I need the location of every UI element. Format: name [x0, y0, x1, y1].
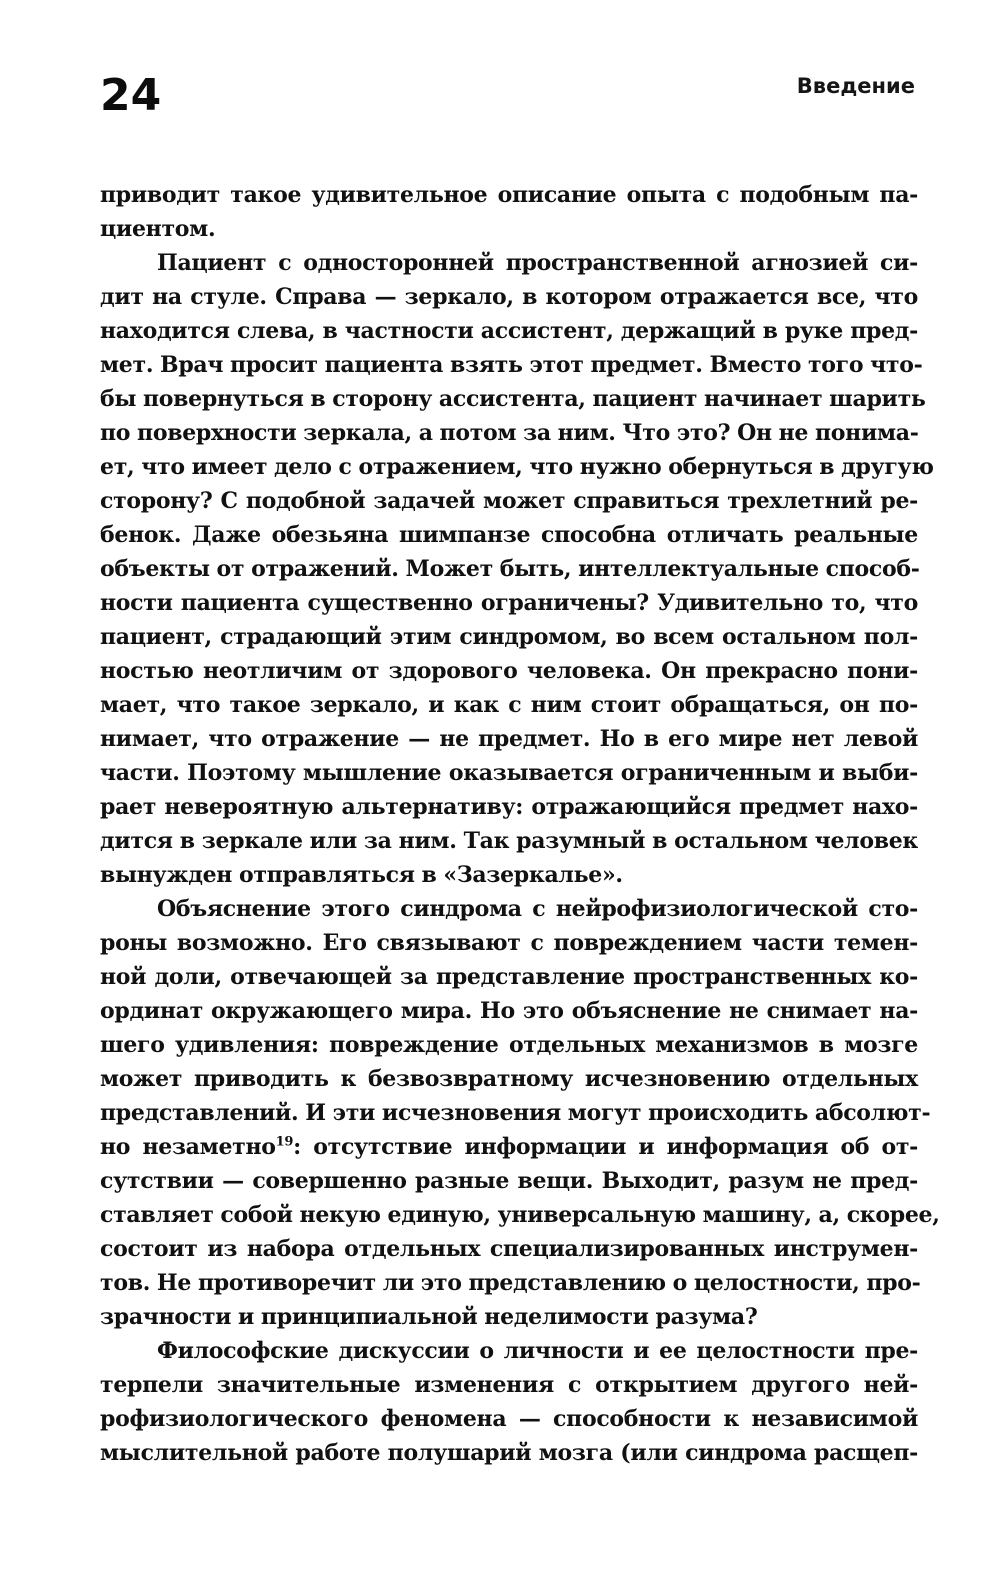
text-line: зрачности и принципиальной неделимости разума?: [100, 1304, 758, 1330]
text-line: бенок. Даже обезьяна шимпанзе способна отличать реальные: [100, 522, 918, 548]
text-line: представлений. И эти исчезновения могут происходить абсолют-: [100, 1100, 931, 1126]
text-line: дится в зеркале или за ним. Так разумный в остальном человек: [100, 828, 918, 854]
text-line: ностью неотличим от здорового человека. Он прекрасно пони-: [100, 658, 918, 684]
text-line: ординат окружающего мира. Но это объяснение не снимает на-: [100, 998, 918, 1024]
page-number: 24: [100, 70, 162, 121]
line-segment: но незаметно: [100, 1134, 276, 1160]
text-line: находится слева, в частности ассистент, держащий в руке пред-: [100, 318, 918, 344]
text-line: шего удивления: повреждение отдельных механизмов в мозге: [100, 1032, 918, 1058]
text-line: может приводить к безвозвратному исчезновению отдельных: [100, 1066, 918, 1092]
paragraph-first-line: Пациент с односторонней пространственной агнозией си-: [157, 250, 918, 276]
text-body: [100, 178, 940, 1470]
page-header: [100, 70, 915, 130]
text-line: бы повернуться в сторону ассистента, пациент начинает шарить: [100, 386, 926, 412]
text-line-with-footnote: [100, 1130, 918, 1164]
text-line: по поверхности зеркала, а потом за ним. Что это? Он не понима-: [100, 420, 919, 446]
text-line: мет. Врач просит пациента взять этот предмет. Вместо того что-: [100, 352, 923, 378]
text-line: ставляет собой некую единую, универсальную машину, а, скорее,: [100, 1202, 940, 1228]
text-line: ной доли, отвечающей за представление пространственных ко-: [100, 964, 918, 990]
footnote-ref[interactable]: 19: [275, 1134, 294, 1150]
line-segment: : отсутствие информации и информация об от-: [293, 1134, 918, 1160]
text-line: сторону? С подобной задачей может справиться трехлетний ре-: [100, 488, 918, 514]
text-line: рает невероятную альтернативу: отражающийся предмет нахо-: [100, 794, 918, 820]
text-line: нимает, что отражение — не предмет. Но в его мире нет левой: [100, 726, 918, 752]
paragraph-first-line: Философские дискуссии о личности и ее целостности пре-: [157, 1338, 918, 1364]
text-line: вынужден отправляться в «Зазеркалье».: [100, 862, 623, 888]
text-line: состоит из набора отдельных специализированных инструмен-: [100, 1236, 918, 1262]
text-line: тов. Не противоречит ли это представлению о целостности, про-: [100, 1270, 921, 1296]
text-line: мает, что такое зеркало, и как с ним стоит обращаться, он по-: [100, 692, 918, 718]
paragraph-first-line: Объяснение этого синдрома с нейрофизиологической сто-: [157, 896, 918, 922]
running-head: Введение: [796, 74, 915, 98]
text-line: ет, что имеет дело с отражением, что нужно обернуться в другую: [100, 454, 934, 480]
text-line: ности пациента существенно ограничены? Удивительно то, что: [100, 590, 918, 616]
text-line: роны возможно. Его связывают с повреждением части темен-: [100, 930, 918, 956]
text-line: объекты от отражений. Может быть, интеллектуальные способ-: [100, 556, 920, 582]
text-line: приводит такое удивительное описание опыта с подобным па-: [100, 182, 918, 208]
text-line: части. Поэтому мышление оказывается ограниченным и выби-: [100, 760, 918, 786]
text-line: рофизиологического феномена — способности к независимой: [100, 1406, 918, 1432]
text-line: терпели значительные изменения с открытием другого ней-: [100, 1372, 918, 1398]
text-line: сутствии — совершенно разные вещи. Выходит, разум не пред-: [100, 1168, 918, 1194]
text-line: мыслительной работе полушарий мозга (или синдрома расщеп-: [100, 1440, 918, 1466]
text-line: циентом.: [100, 216, 216, 242]
text-line: дит на стуле. Справа — зеркало, в котором отражается все, что: [100, 284, 918, 310]
text-line: пациент, страдающий этим синдромом, во всем остальном пол-: [100, 624, 918, 650]
